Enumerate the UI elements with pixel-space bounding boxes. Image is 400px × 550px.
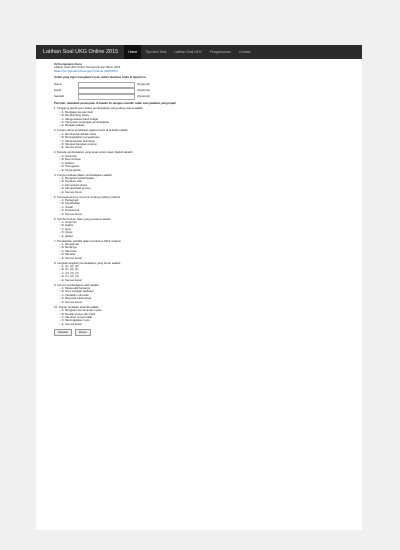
answer-option[interactable]: ○ E. Semua benar	[54, 146, 344, 149]
answer-option[interactable]: ○ E. Semua benar	[54, 257, 344, 260]
answer-option[interactable]: ○ A. Siswa aktif bertanya	[54, 287, 344, 290]
answer-option[interactable]: ○ D. Menalar	[54, 253, 344, 256]
answer-option[interactable]: ○ C. Menanamkan keimanan	[54, 140, 344, 143]
answer-option[interactable]: ○ A. Mengajar dengan baik	[54, 111, 344, 114]
question-text: 7. Pendekatan saintifik dalam kurikulum 2013 meliputi	[54, 238, 121, 243]
answer-option[interactable]: ○ C. (2), (3), (4)	[54, 272, 344, 275]
answer-option[interactable]: ○ C. Ijma'	[54, 228, 344, 231]
school-note: (Opsional)	[137, 94, 150, 99]
answer-option[interactable]: ○ B. Memberi nilai	[54, 180, 344, 183]
answer-option[interactable]: ○ A. Ceramah	[54, 155, 344, 158]
answer-option[interactable]: ○ E. Semua benar	[54, 323, 344, 326]
answer-option[interactable]: ○ A. Pedagogik	[54, 199, 344, 202]
answer-option[interactable]: ○ B. (1), (3), (4)	[54, 268, 344, 271]
answer-option[interactable]: ○ C. Mengevaluasi hasil belajar	[54, 118, 344, 121]
answer-option[interactable]: ○ D. Berpusat pada siswa	[54, 297, 344, 300]
submit-button[interactable]: Selesai	[54, 329, 72, 336]
question-item	[54, 151, 344, 171]
question-text: 10. Tujuan penilaian autentik adalah	[54, 304, 99, 309]
question-item	[54, 240, 344, 260]
email-label: Email	[54, 88, 61, 93]
question-item	[54, 196, 344, 216]
question-text: 9. Ciri-ciri pembelajaran aktif adalah	[54, 282, 99, 287]
nav-item-pengumuman[interactable]: Pengumuman	[209, 50, 231, 54]
question-item	[54, 174, 344, 194]
name-note: (Opsional)	[137, 82, 150, 87]
answer-option[interactable]: ○ C. Mencoba	[54, 250, 344, 253]
question-text: 8. Langkah-langkah pembelajaran yang benar adalah	[54, 260, 121, 265]
email-input[interactable]	[78, 88, 135, 93]
answer-option[interactable]: ○ B. Hadits	[54, 224, 344, 227]
form-buttons	[54, 329, 344, 336]
answer-option[interactable]: ○ E. Menjadi teladan	[54, 124, 344, 127]
answer-option[interactable]: ○ B. Guru sebagai fasilitator	[54, 290, 344, 293]
question-text: 5. Kompetensi guru menurut undang-undang meliputi	[54, 194, 121, 199]
nav-item-contact[interactable]: Contact	[238, 50, 251, 54]
answer-option[interactable]: ○ A. Mengamati	[54, 243, 344, 246]
nav-item-tips[interactable]: Tips And Trick	[145, 50, 167, 54]
answer-option[interactable]: ○ A. (1), (2), (3)	[54, 265, 344, 268]
answer-option[interactable]: ○ D. Penugasan	[54, 165, 344, 168]
question-text: 2. Tujuan utama pendidikan agama Islam di sekolah adalah	[54, 128, 128, 133]
answer-option[interactable]: ○ A. Mengukur kemampuan nyata	[54, 309, 344, 312]
quiz-instructions: Perintah: Jawablah pertanyaan di bawah ini dengan memilih salah satu jawaban yang tepat!	[54, 101, 177, 106]
answer-option[interactable]: ○ E. Semua benar	[54, 191, 344, 194]
answer-option[interactable]: ○ C. Memberi umpan balik	[54, 316, 344, 319]
email-note: (Opsional)	[137, 88, 150, 93]
answer-option[interactable]: ○ E. Semua benar	[54, 301, 344, 304]
question-text: 6. Sumber hukum Islam yang pertama adalah	[54, 216, 111, 221]
answer-option[interactable]: ○ B. Demonstrasi	[54, 158, 344, 161]
materi-link[interactable]: Materi PAI Sekolah Menengah Pertama (SMP/MTs)	[54, 68, 118, 73]
answer-option[interactable]: ○ A. Al-Qur'an	[54, 221, 344, 224]
answer-option[interactable]: ○ D. Meningkatkan mutu	[54, 319, 344, 322]
answer-option[interactable]: ○ C. Memotivasi siswa	[54, 184, 344, 187]
answer-option[interactable]: ○ B. Menanya	[54, 246, 344, 249]
question-item	[54, 262, 344, 282]
question-item	[54, 218, 344, 238]
question-item	[54, 129, 344, 149]
school-label: Sekolah	[54, 94, 65, 99]
nav-item-home[interactable]: Home	[124, 45, 141, 59]
answer-option[interactable]: ○ C. Sosial	[54, 206, 344, 209]
answer-option[interactable]: ○ A. Mengukur keberhasilan	[54, 177, 344, 180]
school-input[interactable]	[78, 94, 135, 99]
question-text: 4. Fungsi evaluasi dalam pembelajaran adalah	[54, 172, 112, 177]
answer-option[interactable]: ○ D. (1), (2), (4)	[54, 275, 344, 278]
identity-instruction: Untuk yang ingin mengikuti tryout, isikan identitas Anda di bawah ini.	[54, 74, 147, 79]
answer-option[interactable]: ○ E. Tanya jawab	[54, 169, 344, 172]
answer-option[interactable]: ○ A. Membentuk akhlak mulia	[54, 133, 344, 136]
answer-option[interactable]: ○ E. Semua benar	[54, 213, 344, 216]
page-subtitle: Latihan Soal UKG Online Sesuai Kisi-kisi Tahun 2015	[54, 65, 121, 70]
site-brand[interactable]: Latihan Soal UKG Online 2015	[43, 49, 119, 55]
quiz-content	[54, 63, 344, 336]
answer-option[interactable]: ○ D. Mengembangkan potensi	[54, 143, 344, 146]
reset-button[interactable]: Reset	[75, 329, 91, 336]
answer-option[interactable]: ○ C. Interaksi multi arah	[54, 294, 344, 297]
top-navbar	[36, 45, 362, 59]
question-list	[54, 107, 344, 326]
answer-option[interactable]: ○ D. Profesional	[54, 209, 344, 212]
question-item	[54, 284, 344, 304]
answer-option[interactable]: ○ C. Diskusi	[54, 162, 344, 165]
answer-option[interactable]: ○ B. Meningkatkan pengetahuan	[54, 136, 344, 139]
answer-option[interactable]: ○ B. Menilai proses dan hasil	[54, 313, 344, 316]
question-text: 3. Metode pembelajaran yang tepat untuk materi ibadah adalah	[54, 150, 133, 155]
answer-option[interactable]: ○ E. Semua benar	[54, 279, 344, 282]
question-text: 1. Tanggung jawab guru dalam pembelajaran yang paling utama adalah	[54, 106, 143, 111]
answer-option[interactable]: ○ B. Kepribadian	[54, 202, 344, 205]
question-item	[54, 306, 344, 326]
answer-option[interactable]: ○ D. Qiyas	[54, 231, 344, 234]
name-input[interactable]	[78, 82, 135, 87]
name-label: Nama	[54, 82, 62, 87]
answer-option[interactable]: ○ E. Ijtihad	[54, 235, 344, 238]
answer-option[interactable]: ○ D. Menyusun perangkat pembelajaran	[54, 121, 344, 124]
answer-option[interactable]: ○ B. Membimbing siswa	[54, 114, 344, 117]
nav-item-latihan[interactable]: Latihan Soal UKG	[174, 50, 202, 54]
answer-option[interactable]: ○ D. Memperbaiki proses	[54, 187, 344, 190]
nav-menu	[124, 45, 254, 59]
main-panel	[36, 59, 362, 530]
question-item	[54, 107, 344, 127]
page-title: Uji Kompetensi Guru	[54, 62, 82, 66]
